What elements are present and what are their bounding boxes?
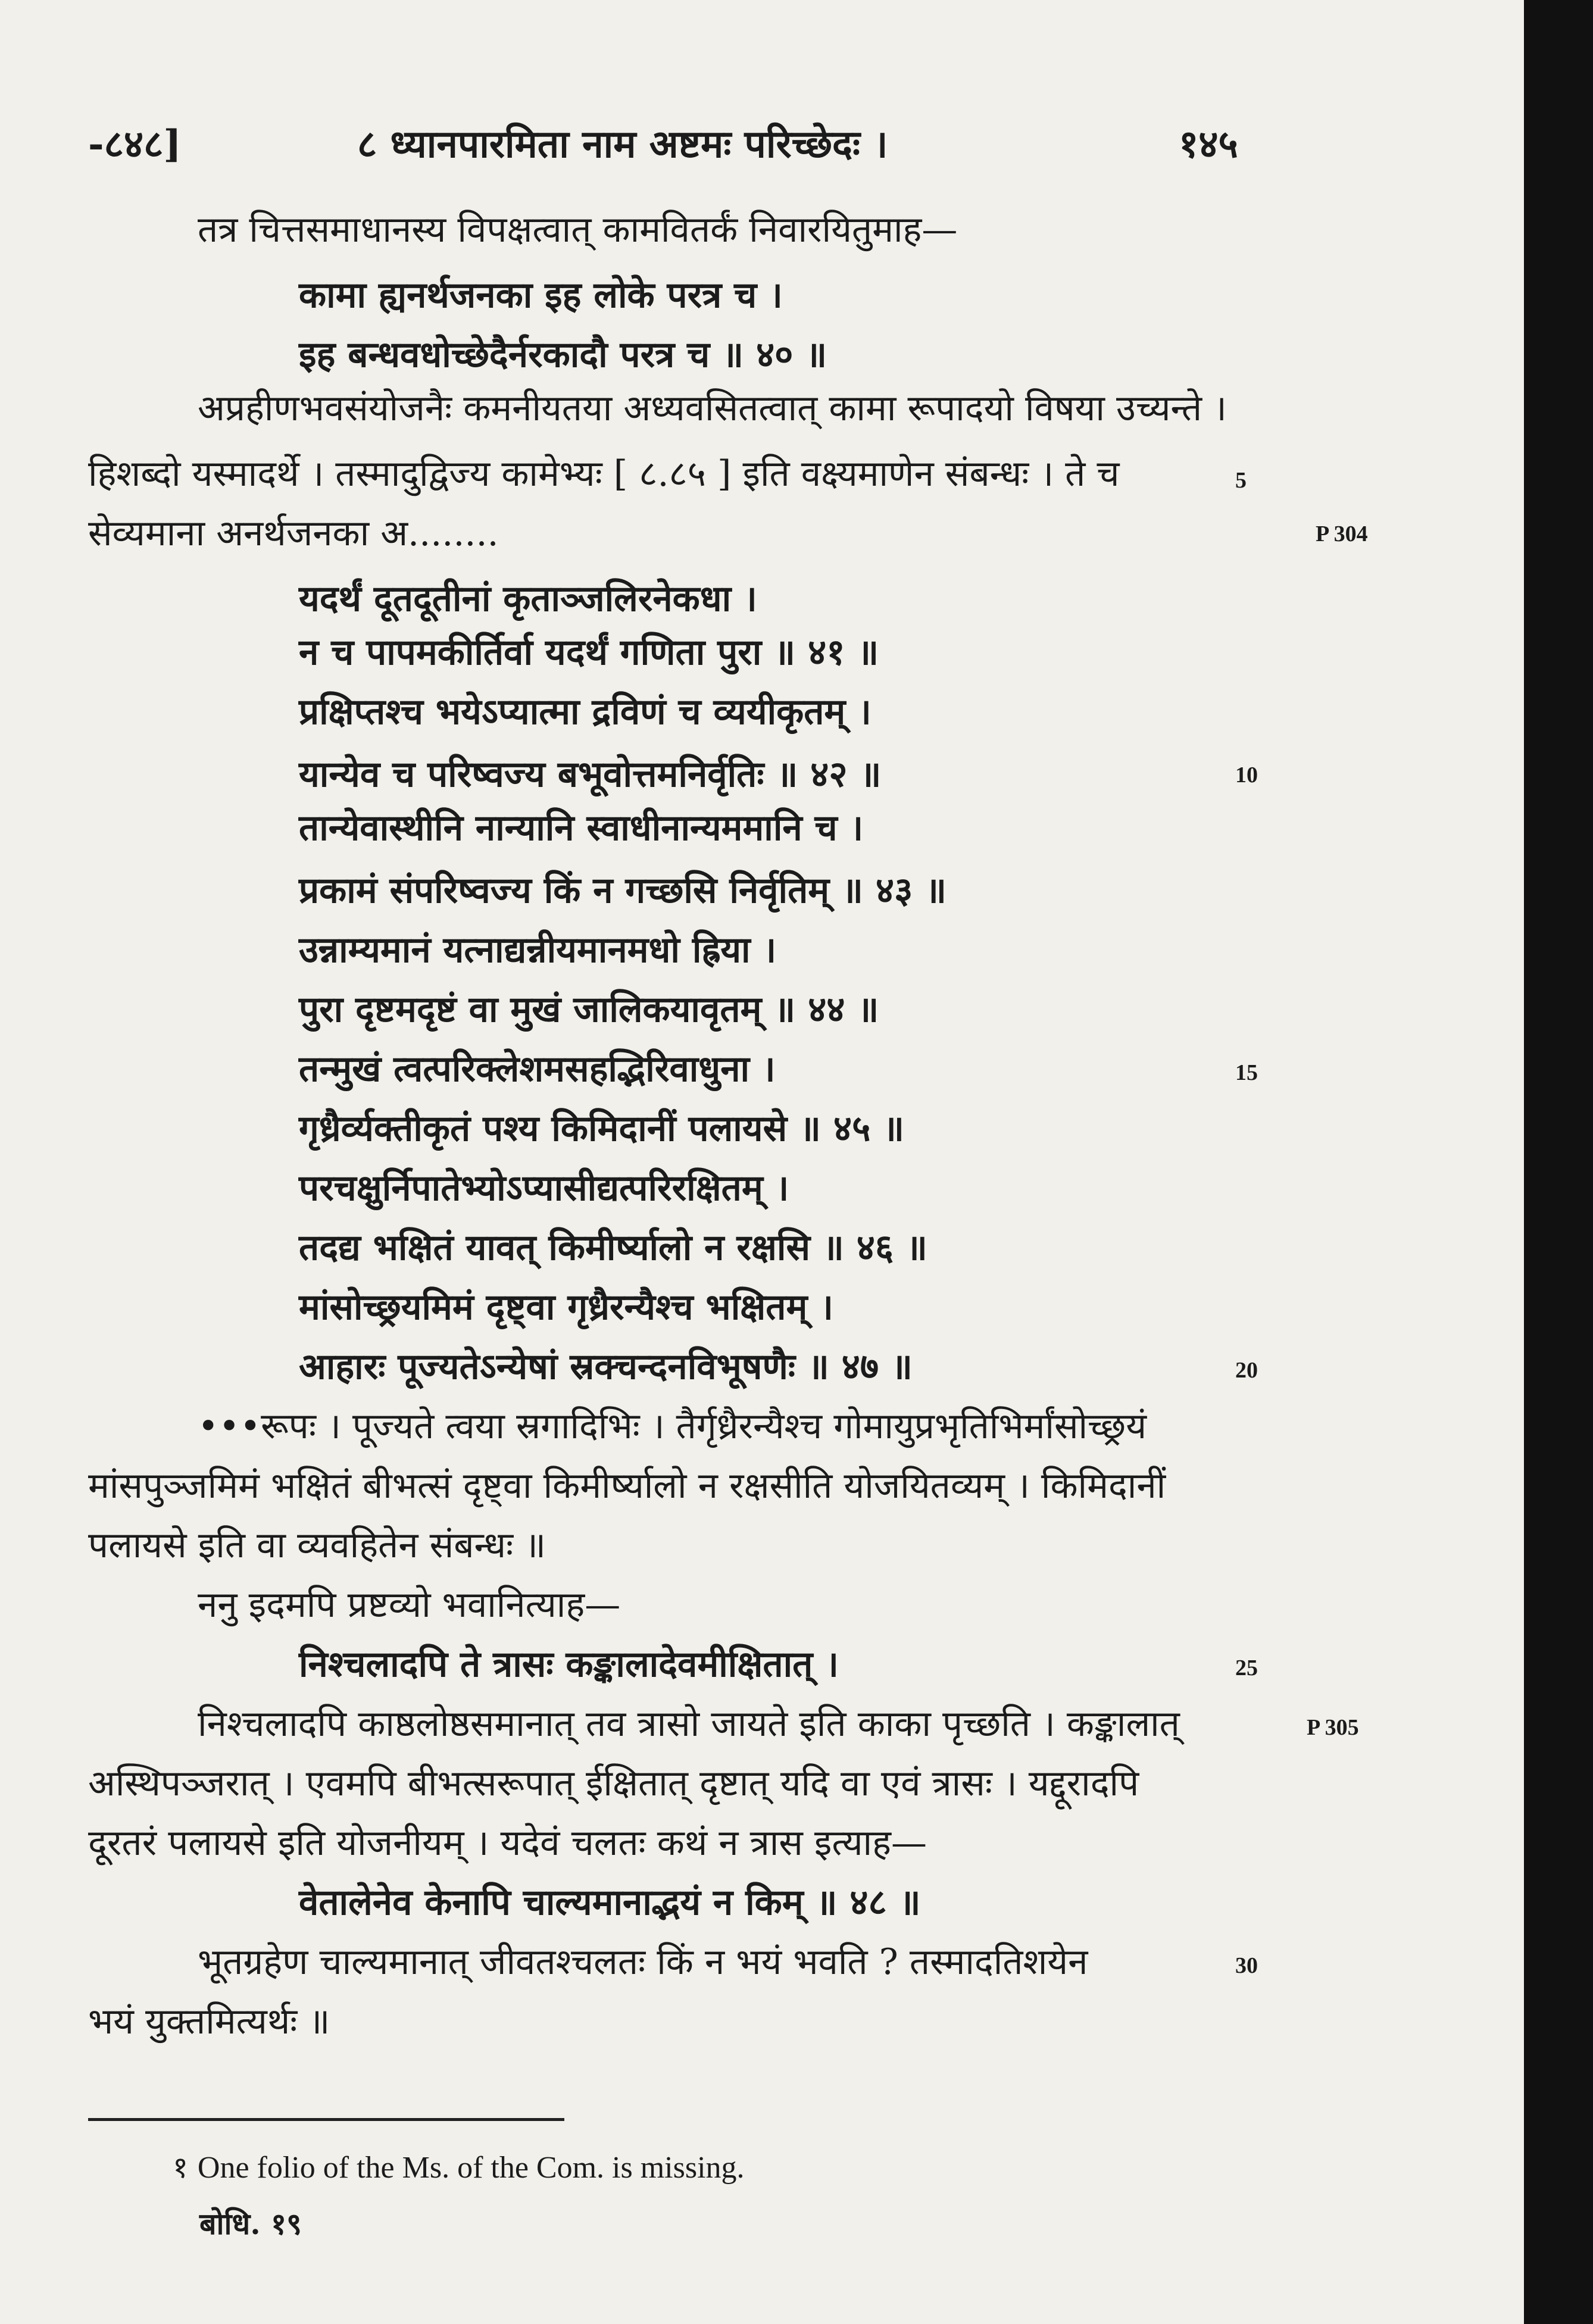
text-line: •••रूपः । पूज्यते त्वया स्रगादिभिः । तैर्गृध्रैरन्यैश्च गोमायुप्रभृतिभिर्मांसोच्छ्रयं [198, 1405, 1147, 1447]
text-line: अप्रहीणभवसंयोजनैः कमनीयतया अध्यवसितत्वात् कामा रूपादयो विषया उच्यन्ते । [198, 388, 1227, 429]
line-number: 30 [1235, 1953, 1258, 1978]
header-page-ref: -८४८] [88, 122, 182, 167]
footnote [173, 2146, 745, 2186]
verse-line: न च पापमकीर्तिर्वा यदर्थं गणिता पुरा ॥ ४१ ॥ [299, 632, 879, 673]
verse-line: तन्मुखं त्वत्परिक्लेशमसहद्भिरिवाधुना । [299, 1048, 776, 1090]
book-spine-edge [1524, 0, 1593, 2324]
text-line: मांसपुञ्जमिमं भक्षितं बीभत्सं दृष्ट्वा किमीर्ष्यालो न रक्षसीति योजयितव्यम् । किमिदानीं [88, 1465, 1166, 1507]
text-line: निश्चलादपि काष्ठलोष्ठसमानात् तव त्रासो जायते इति काका पृच्छति । कङ्कालात् [198, 1703, 1180, 1745]
signature-mark: बोधि. १९ [199, 2206, 302, 2241]
verse-line: यदर्थं दूतदूतीनां कृताञ्जलिरनेकधा । [299, 578, 757, 620]
text-line: पलायसे इति वा व्यवहितेन संबन्धः ॥ [88, 1525, 546, 1566]
text-line: भूतग्रहेण चाल्यमानात् जीवतश्चलतः किं न भयं भवति ? तस्मादतिशयेन [198, 1941, 1088, 1983]
verse-line: यान्येव च परिष्वज्य बभूवोत्तमनिर्वृतिः ॥ ४२ ॥ [299, 754, 882, 795]
line-number: 15 [1235, 1060, 1258, 1085]
verse-line: इह बन्धवधोच्छेदैर्नरकादौ परत्र च ॥ ४० ॥ [299, 334, 827, 376]
verse-line: परचक्षुर्निपातेभ्योऽप्यासीद्यत्परिरक्षितम् । [299, 1167, 789, 1209]
margin-reference: P 304 [1316, 521, 1368, 546]
footnote-rule [88, 2118, 564, 2121]
line-number: 25 [1235, 1655, 1258, 1680]
line-number: 20 [1235, 1358, 1258, 1383]
margin-reference: P 305 [1307, 1715, 1359, 1740]
text-line: तत्र चित्तसमाधानस्य विपक्षत्वात् कामवितर्कं निवारयितुमाह— [198, 209, 958, 251]
verse-line: तदद्य भक्षितं यावत् किमीर्ष्यालो न रक्षसि ॥ ४६ ॥ [299, 1227, 927, 1269]
header-page-number: १४५ [1179, 122, 1238, 167]
verse-line: गृध्रैर्व्यक्तीकृतं पश्य किमिदानीं पलायसे ॥ ४५ ॥ [299, 1108, 905, 1149]
verse-line: कामा ह्यनर्थजनका इह लोके परत्र च । [299, 274, 783, 316]
verse-line: प्रकामं संपरिष्वज्य किं न गच्छसि निर्वृतिम् ॥ ४३ ॥ [299, 870, 947, 911]
text-line: ननु इदमपि प्रष्टव्यो भवानित्याह— [198, 1584, 621, 1626]
text-line: भयं युक्तमित्यर्थः ॥ [88, 2001, 330, 2042]
footnote-marker: १ [173, 2150, 188, 2185]
verse-line: पुरा दृष्टमदृष्टं वा मुखं जालिकयावृतम् ॥ ४४ ॥ [299, 989, 879, 1030]
verse-line: आहारः पूज्यतेऽन्येषां स्रक्चन्दनविभूषणैः ॥ ४७ ॥ [299, 1346, 913, 1388]
text-line: हिशब्दो यस्मादर्थे । तस्मादुद्विज्य कामेभ्यः [ ८.८५ ] इति वक्ष्यमाणेन संबन्धः । ते च [88, 453, 1120, 495]
verse-line: उन्नाम्यमानं यत्नाद्यन्नीयमानमधो ह्रिया । [299, 929, 777, 971]
verse-line: तान्येवास्थीनि नान्यानि स्वाधीनान्यममानि च । [299, 807, 864, 849]
footnote-text: One folio of the Ms. of the Com. is missing. [197, 2151, 745, 2185]
text-line: सेव्यमाना अनर्थजनका अ........ [88, 513, 499, 554]
verse-line: मांसोच्छ्रयमिमं दृष्ट्वा गृध्रैरन्यैश्च भक्षितम् । [299, 1286, 833, 1328]
verse-line: वेतालेनेव केनापि चाल्यमानाद्भयं न किम् ॥ ४८ ॥ [299, 1882, 921, 1923]
line-number: 5 [1235, 468, 1247, 493]
text-line: अस्थिपञ्जरात् । एवमपि बीभत्सरूपात् ईक्षितात् दृष्टात् यदि वा एवं त्रासः । यद्दूरादपि [88, 1763, 1139, 1804]
header-chapter-title: ८ ध्यानपारमिता नाम अष्टमः परिच्छेदः । [357, 122, 888, 167]
verse-line: निश्चलादपि ते त्रासः कङ्कालादेवमीक्षितात् । [299, 1644, 839, 1685]
text-line: दूरतरं पलायसे इति योजनीयम् । यदेवं चलतः कथं न त्रास इत्याह— [88, 1822, 927, 1864]
verse-line: प्रक्षिप्तश्च भयेऽप्यात्मा द्रविणं च व्ययीकृतम् । [299, 691, 872, 733]
line-number: 10 [1235, 763, 1258, 788]
